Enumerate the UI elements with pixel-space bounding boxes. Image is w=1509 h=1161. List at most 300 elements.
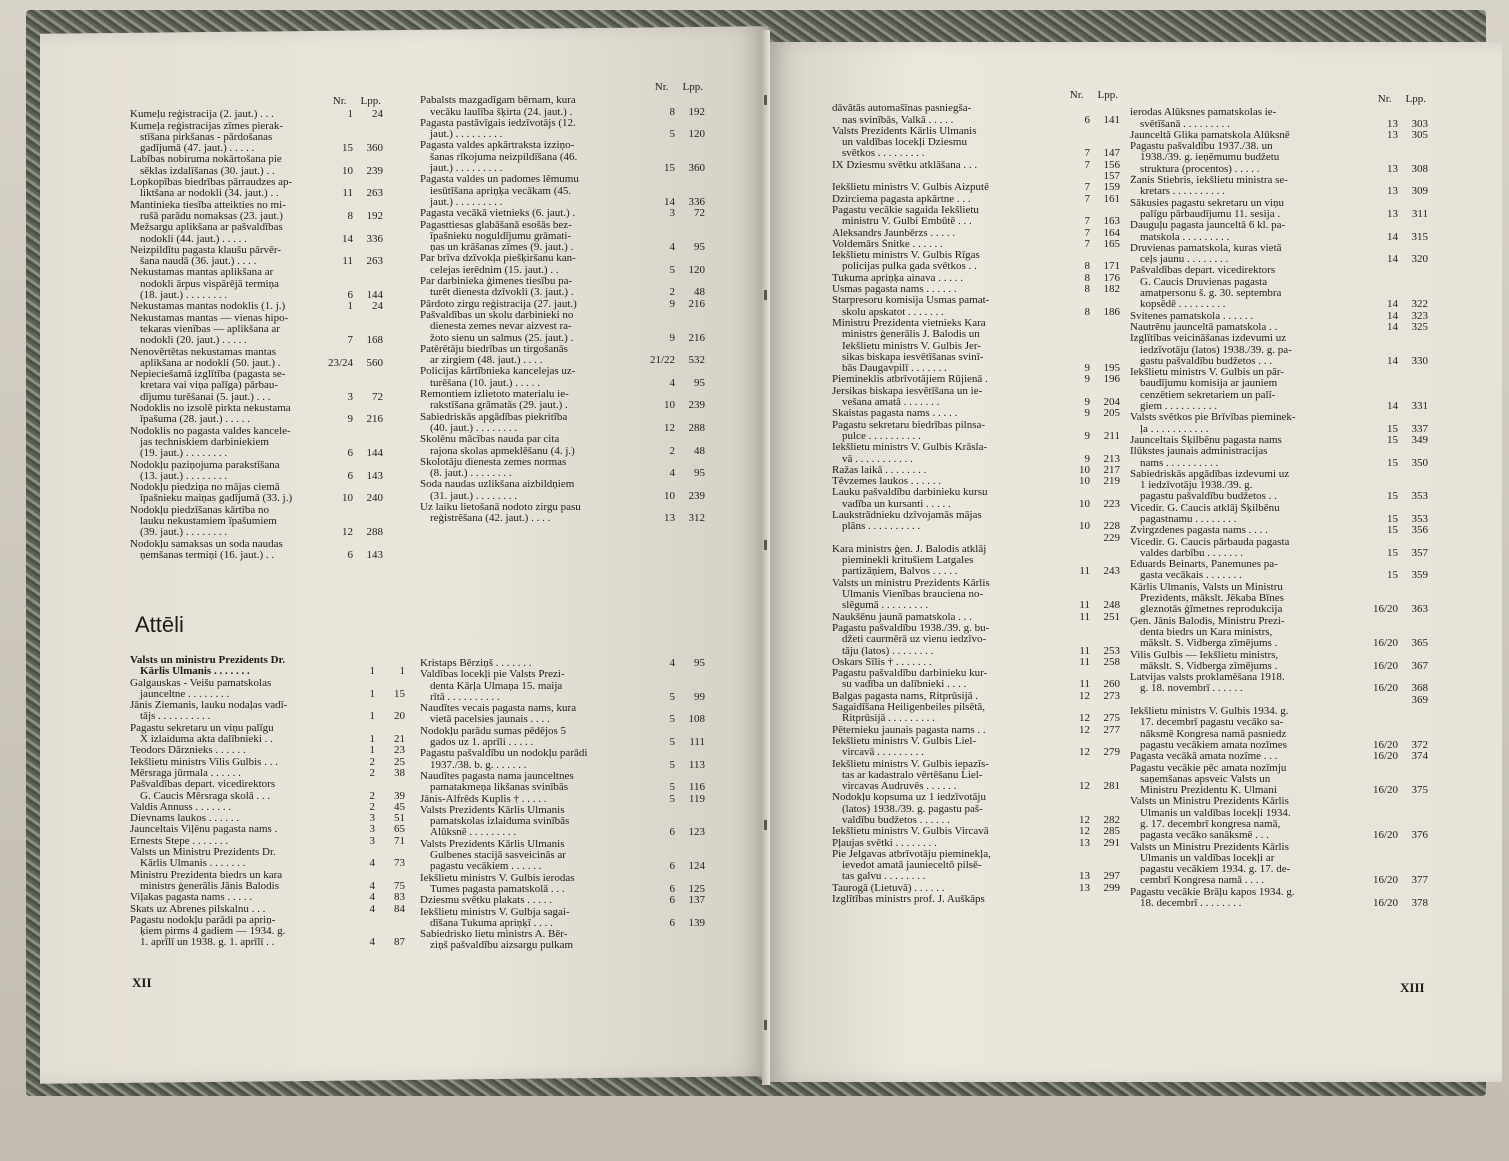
entry-page: 161 xyxy=(1103,192,1120,205)
entry-title: Skats uz Abrenes pilskalnu . . . xyxy=(130,903,266,915)
entry-number: 14 xyxy=(1387,309,1398,322)
entry-number: 5 xyxy=(669,713,675,726)
index-entry xyxy=(832,284,1120,295)
entry-number: 11 xyxy=(1079,678,1090,691)
index-entry xyxy=(130,482,383,505)
entry-page: 116 xyxy=(688,781,705,794)
index-entry xyxy=(832,792,1120,826)
entry-page: 119 xyxy=(688,792,705,805)
index-entry xyxy=(420,140,705,174)
index-entry xyxy=(1130,796,1428,841)
entry-title: Mērsraga jūrmala . . . . . . xyxy=(130,767,241,779)
entry-page: 369 xyxy=(1411,693,1428,706)
index-entry xyxy=(130,121,383,155)
entry-page: 263 xyxy=(366,255,383,268)
entry-title: Latvijas valsts proklamēšana 1918. g. 18. novembrī . . . . . . xyxy=(1130,672,1285,695)
index-entry xyxy=(1130,130,1428,141)
index-entry xyxy=(130,813,405,824)
index-entry xyxy=(832,759,1120,793)
entry-page: 123 xyxy=(688,826,705,839)
entry-number: 4 xyxy=(669,376,675,389)
index-entry xyxy=(832,171,1120,182)
entry-number: 10 xyxy=(1079,520,1090,533)
index-entry xyxy=(832,205,1120,228)
index-entry xyxy=(832,250,1120,273)
index-entry xyxy=(420,479,705,502)
entry-page: 320 xyxy=(1411,253,1428,266)
index-entry xyxy=(420,805,705,839)
entry-number: 4 xyxy=(669,657,675,669)
entry-number: 15 xyxy=(1387,569,1398,582)
entry-title: Jānis-Alfrēds Kuplis † . . . . . xyxy=(420,793,547,805)
entry-title: Uz laiku lietošanā nodoto zirgu pasu reģistrēšana (42. jaut.) . . . . xyxy=(420,501,581,525)
entry-title: Jaunceltais Viļēnu pagasta nams . xyxy=(130,824,278,836)
entry-title: Vicedir. G. Caucis atklāj Šķilbēnu pagastnamu . . . . . . . . xyxy=(1130,502,1280,525)
entry-number: 7 xyxy=(1084,215,1090,228)
entry-title: ierodas Alūksnes pamatskolas ie- svētīšanā . . . . . . . . . xyxy=(1130,107,1277,130)
entry-number: 6 xyxy=(347,289,353,302)
entry-page: 308 xyxy=(1411,162,1428,175)
entry-page: 239 xyxy=(688,399,705,412)
entry-page: 275 xyxy=(1103,712,1120,725)
entry-page: 15 xyxy=(394,687,405,700)
index-entry xyxy=(130,154,383,177)
entry-page: 367 xyxy=(1411,659,1428,672)
index-entry xyxy=(130,426,383,460)
entry-page: 350 xyxy=(1411,456,1428,469)
entry-title: Teodors Dārznieks . . . . . . xyxy=(130,745,246,757)
entry-title: Policijas kārtībnieka kancelejas uz- turēšana (10. jaut.) . . . . . xyxy=(420,366,576,389)
index-entry xyxy=(130,505,383,539)
entry-title: Jaunceltā Glika pamatskola Alūksnē xyxy=(1130,129,1290,141)
entry-number: 7 xyxy=(1084,192,1090,205)
index-entry xyxy=(1130,525,1428,536)
entry-number: 7 xyxy=(1084,181,1090,194)
entry-title: Pagastu pašvaldību 1938./39. g. bu- džeti caurmērā uz vienu iedzīvo- tāju (latos) . . . . . . . . xyxy=(832,622,990,657)
entry-number: 8 xyxy=(1084,271,1090,284)
binding-stitch xyxy=(764,95,767,105)
index-entry xyxy=(832,273,1120,284)
entry-page: 147 xyxy=(1103,147,1120,160)
entry-page: 20 xyxy=(394,710,405,723)
entry-page: 156 xyxy=(1103,158,1120,171)
entry-number: 13 xyxy=(1387,117,1398,130)
entry-title: Ernests Stepe . . . . . . . xyxy=(130,835,229,847)
entry-number: 15 xyxy=(1387,456,1398,469)
entry-page: 108 xyxy=(688,713,705,726)
index-entry xyxy=(130,313,383,347)
entry-title: Iekšlietu ministrs V. Gulbis ierodas Tumes pagasta pamatskolā . . . xyxy=(420,872,575,895)
index-entry xyxy=(832,826,1120,837)
entry-page: 312 xyxy=(688,512,705,525)
index-entry xyxy=(420,895,705,906)
entry-page: 24 xyxy=(372,108,383,121)
entry-title: Tukuma apriņķa ainava . . . . . xyxy=(832,272,963,284)
entry-number: 7 xyxy=(1084,147,1090,160)
entry-number: 9 xyxy=(1084,362,1090,375)
entry-number: 16/20 xyxy=(1372,750,1398,763)
index-entry xyxy=(1130,887,1428,910)
entry-title: Pie Jelgavas atbrīvotāju pieminekļa, ievedot amatā jaunieceltō pilsē- tas galvu . . . . . . . . xyxy=(832,848,991,883)
entry-title: Starpresoru komisija Usmas pamat- skolu apskatot . . . . . . . xyxy=(832,295,990,318)
index-entry xyxy=(832,838,1120,849)
entry-page: 322 xyxy=(1411,298,1428,311)
entry-page: 72 xyxy=(694,207,705,220)
entry-number: 11 xyxy=(1079,655,1090,668)
index-entry xyxy=(420,794,705,805)
index-column-left-1 xyxy=(130,96,383,561)
entry-page: 120 xyxy=(688,263,705,276)
entry-number: 14 xyxy=(1387,354,1398,367)
index-column-right-2 xyxy=(1130,94,1428,909)
entry-number: 10 xyxy=(342,492,353,505)
entry-page: 281 xyxy=(1103,780,1120,793)
entry-title: Jānis Ziemanis, lauku nodaļas vadī- tājs . . . . . . . . . . xyxy=(130,700,288,723)
entry-title: Skolēnu mācības nauda par cita rajona skolas apmeklēšanu (4. j.) xyxy=(420,434,575,457)
entry-page: 164 xyxy=(1103,226,1120,239)
entry-title: Nodokļu parādu sumas pēdējos 5 gados uz 1. aprīli . . . . . xyxy=(420,725,567,749)
index-entry xyxy=(1130,695,1428,706)
entry-title: Nekustamas mantas aplikšana ar nodokli ārpus vispārējā termiņa (18. jaut.) . . . . . . . . xyxy=(130,267,279,302)
entry-number: 6 xyxy=(347,447,353,460)
index-entry xyxy=(420,839,705,873)
entry-page: 23 xyxy=(394,744,405,757)
entry-page: 260 xyxy=(1103,678,1120,691)
index-column-left-3 xyxy=(130,655,405,949)
entry-page: 95 xyxy=(694,376,705,389)
entry-page: 356 xyxy=(1411,524,1428,537)
entry-number: 14 xyxy=(1387,253,1398,266)
index-entry xyxy=(832,160,1120,171)
entry-number: 10 xyxy=(664,399,675,412)
index-entry xyxy=(1130,412,1428,435)
entry-number: 9 xyxy=(669,297,675,310)
entry-title: Oskars Sīlis † . . . . . . . xyxy=(832,656,932,668)
entry-page: 51 xyxy=(394,812,405,825)
entry-title: Lopkopības biedrības pārraudzes ap- liktšana ar nodokli (34. jaut.) . . xyxy=(130,177,293,200)
index-entry xyxy=(832,612,1120,623)
index-entry xyxy=(130,539,383,562)
entry-page: 83 xyxy=(394,891,405,904)
index-entry xyxy=(1130,763,1428,797)
entry-page: 239 xyxy=(366,164,383,177)
entry-title: Aleksandrs Jaunbērzs . . . . . xyxy=(832,227,956,239)
entry-page: 125 xyxy=(688,882,705,895)
entry-title: Izglītības ministrs prof. J. Auškāps xyxy=(832,894,985,906)
column-header: Nr. Lpp. xyxy=(1377,93,1426,105)
entry-title: Sabiedriskās apgādības izdevumi uz 1 iedzīvotāju 1938./39. g. pagastu pašvaldību budžetos . . xyxy=(1130,468,1290,503)
index-entry xyxy=(1130,537,1428,560)
index-entry xyxy=(1130,333,1428,367)
entry-page: 330 xyxy=(1411,354,1428,367)
entry-number: 3 xyxy=(347,390,353,403)
entry-page: 113 xyxy=(688,758,705,771)
entry-title: Pagastu sekretaru biedrības pilnsa- pulce . . . . . . . . . . xyxy=(832,419,986,442)
entry-page: 73 xyxy=(394,857,405,870)
index-entry xyxy=(420,276,705,299)
entry-title: Balgas pagasta nams, Ritprūsijā . xyxy=(832,690,979,702)
entry-page: 192 xyxy=(688,105,705,118)
entry-number: 3 xyxy=(669,207,675,220)
entry-page: 111 xyxy=(689,736,705,749)
entry-number: 4 xyxy=(669,241,675,254)
index-entry xyxy=(130,802,405,813)
entry-number: 2 xyxy=(669,444,675,457)
entry-page: 282 xyxy=(1103,814,1120,826)
entry-number: 10 xyxy=(1079,463,1090,476)
entry-number: 1 xyxy=(347,300,353,313)
entry-title: Pārdoto zirgu reģistracija (27. jaut.) xyxy=(420,298,577,310)
entry-title: Pagastu nodokļu parādi pa apriņ- ķiem pirms 4 gadiem — 1934. g. 1. aprīlī un 1938. g. 1. aprīlī . . xyxy=(130,914,286,949)
index-entry xyxy=(130,403,383,426)
entry-number: 21/22 xyxy=(649,354,675,367)
entry-title: Nodokļu samaksas un soda naudas ņemšanas termiņi (16. jaut.) . . xyxy=(130,538,283,561)
entry-title: Ministru Prezidenta vietnieks Kara ministrs ģenerālis J. Balodis un Iekšlietu ministrs V. Gulbis Jer- sikas biskapa iesvētīšanas svinī- bās Daugavpilī . . . . . . . xyxy=(832,317,986,375)
index-entry xyxy=(832,126,1120,160)
entry-page: 213 xyxy=(1103,452,1120,465)
entry-title: Dzirciema pagasta apkārtne . . . xyxy=(832,193,971,205)
index-entry xyxy=(420,220,705,254)
entry-number: 6 xyxy=(669,916,675,929)
entry-page: 21 xyxy=(394,733,405,746)
entry-number: 16/20 xyxy=(1372,897,1398,910)
entry-page: 168 xyxy=(366,334,383,347)
entry-title: Viļakas pagasta nams . . . . . xyxy=(130,892,253,904)
entry-number: 9 xyxy=(669,331,675,344)
entry-page: 211 xyxy=(1103,429,1120,442)
index-entry xyxy=(130,200,383,223)
entry-number: 12 xyxy=(664,421,675,434)
binding-stitch xyxy=(764,290,767,300)
entry-page: 144 xyxy=(366,447,383,460)
entry-number: 2 xyxy=(669,286,675,299)
entry-title: Iekšlietu ministrs V. Gulbis Rīgas policijas pulka gada svētkos . . xyxy=(832,250,980,273)
index-entry xyxy=(130,779,405,802)
entry-page: 186 xyxy=(1103,305,1120,318)
index-entry xyxy=(832,182,1120,193)
entry-number: 4 xyxy=(669,467,675,480)
index-entry xyxy=(832,578,1120,612)
index-column-right-1 xyxy=(832,90,1120,905)
entry-number: 12 xyxy=(1079,814,1090,826)
entry-number: 5 xyxy=(669,758,675,771)
entry-page: 285 xyxy=(1103,825,1120,838)
entry-number: 23/24 xyxy=(327,356,353,369)
entry-number: 7 xyxy=(1084,158,1090,171)
entry-page: 229 xyxy=(1103,531,1120,544)
index-entry xyxy=(420,907,705,930)
index-entry xyxy=(1130,842,1428,887)
entry-number: 10 xyxy=(664,489,675,502)
entry-page: 196 xyxy=(1103,373,1120,386)
index-entry xyxy=(832,533,1120,544)
entry-title: Eduards Beinarts, Panemunes pa- gasta vecākais . . . . . . . xyxy=(1130,559,1278,582)
index-entry xyxy=(420,929,705,952)
entry-number: 6 xyxy=(1084,113,1090,126)
entry-page: 25 xyxy=(394,755,405,768)
entry-page: 205 xyxy=(1103,407,1120,420)
index-entry xyxy=(1130,220,1428,243)
entry-title: Valsts un ministru Prezidents Kārlis Ulmanis Vienības brauciena no- slēgumā . . . . . . . . . xyxy=(832,577,990,612)
entry-page: 378 xyxy=(1411,897,1428,910)
entry-page: 297 xyxy=(1103,870,1120,883)
entry-title: dāvātās automašīnas pasniegša- nas svinībās, Valkā . . . . . xyxy=(832,103,972,126)
entry-page: 163 xyxy=(1103,215,1120,228)
index-entry xyxy=(832,374,1120,385)
entry-page: 303 xyxy=(1411,117,1428,130)
entry-number: 8 xyxy=(669,105,675,118)
entry-title: Nodokļu piedziņa no mājas ciemā īpašnieku maiņas gadījumā (33. j.) xyxy=(130,482,293,505)
entry-number: 5 xyxy=(669,792,675,805)
entry-page: 1 xyxy=(399,665,405,678)
index-entry xyxy=(1130,503,1428,526)
entry-number: 11 xyxy=(1079,644,1090,657)
entry-page: 165 xyxy=(1103,237,1120,250)
entry-page: 228 xyxy=(1103,520,1120,533)
index-entry xyxy=(832,194,1120,205)
entry-title: Svitenes pamatskola . . . . . . xyxy=(1130,310,1254,322)
entry-page: 143 xyxy=(366,548,383,561)
index-entry xyxy=(420,726,705,749)
entry-page: 39 xyxy=(394,789,405,802)
entry-title: Žanis Stiebris, iekšlietu ministra se- kretars . . . . . . . . . . xyxy=(1130,175,1288,198)
entry-page: 263 xyxy=(366,187,383,200)
entry-title: Valsts un ministru Prezidents Dr. Kārlis Ulmanis . . . . . . . xyxy=(130,655,286,678)
entry-page: 223 xyxy=(1103,497,1120,510)
entry-page: 365 xyxy=(1411,637,1428,650)
entry-number: 8 xyxy=(1084,305,1090,318)
entry-number: 13 xyxy=(664,512,675,525)
entry-number: 1 xyxy=(347,108,353,121)
entry-title: Kumeļu reģistracija (2. jaut.) . . . xyxy=(130,109,274,121)
entry-page: 176 xyxy=(1103,271,1120,284)
page-number-right: XIII xyxy=(1400,980,1425,995)
index-entry xyxy=(130,655,405,678)
entry-title: Iekšlietu ministrs V. Gulbis Liel- vircavā . . . . . . . . . xyxy=(832,735,977,759)
index-entry xyxy=(1130,469,1428,503)
index-entry xyxy=(832,736,1120,759)
index-entry xyxy=(420,703,705,726)
entry-title: Pagastu vecākie sagaida Iekšlietu ministru V. Gulbi Embūtē . . . xyxy=(832,204,979,228)
index-entry xyxy=(832,103,1120,126)
entry-page: 359 xyxy=(1411,569,1428,582)
entry-title: Skaistas pagasta nams . . . . . xyxy=(832,408,958,420)
entry-page: 279 xyxy=(1103,746,1120,759)
index-entry xyxy=(130,768,405,779)
entry-page: 357 xyxy=(1411,546,1428,559)
entry-page: 217 xyxy=(1103,463,1120,476)
entry-title: Valsts Prezidents Kārlis Ulmanis un valdības locekļi Dziesmu svētkos . . . . . . . . . xyxy=(832,125,977,160)
index-entry xyxy=(130,904,405,915)
entry-title: Pagasta vecākā vietnieks (6. jaut.) . xyxy=(420,208,576,220)
entry-number: 1 xyxy=(369,665,375,678)
entry-page: 560 xyxy=(366,356,383,369)
index-entry xyxy=(420,253,705,276)
index-entry xyxy=(130,824,405,835)
entry-page: 363 xyxy=(1411,603,1428,616)
entry-page: 87 xyxy=(394,936,405,949)
index-entry xyxy=(130,757,405,768)
entry-number: 1 xyxy=(369,733,375,746)
entry-number: 15 xyxy=(1387,433,1398,446)
entry-number: 4 xyxy=(369,891,375,904)
index-column-left-4 xyxy=(420,658,705,952)
entry-title: Nekustamas mantas — vienas hipo- tekaras vienības — aplikšana ar nodokli (20. jaut.) . . . . . xyxy=(130,312,289,347)
index-entry xyxy=(1130,446,1428,469)
index-entry xyxy=(832,657,1120,668)
index-entry xyxy=(130,267,383,301)
entry-page: 315 xyxy=(1411,230,1428,243)
entry-page: 239 xyxy=(688,489,705,502)
index-entry xyxy=(1130,243,1428,266)
entry-page: 273 xyxy=(1103,689,1120,702)
entry-title: Pagastu vecākie pēc amata nozīmju saņemšanas apsveic Valsts un Ministru Prezidentu K. Ulmani xyxy=(1130,762,1287,797)
entry-page: 182 xyxy=(1103,283,1120,296)
entry-title: Galgauskas - Veišu pamatskolas jaunceltne . . . . . . . . xyxy=(130,677,272,700)
index-entry xyxy=(420,412,705,435)
entry-page: 375 xyxy=(1411,784,1428,797)
entry-title: Nepieciešamā izglītība (pagasta se- kretara vai viņa palīga) pārbau- dījumu turēšanai (5. jaut.) . . . xyxy=(130,369,286,403)
index-entry xyxy=(1130,650,1428,673)
entry-title: Pagasta pastāvīgais iedzīvotājs (12. jaut.) . . . . . . . . . xyxy=(420,117,576,141)
entry-number: 16/20 xyxy=(1372,603,1398,616)
entry-page: 323 xyxy=(1411,309,1428,322)
index-entry xyxy=(832,623,1120,657)
entry-title: Nenovērtētas nekustamas mantas aplikšana ar nodokli (50. jaut.) . xyxy=(130,346,281,369)
entry-title: Kristaps Bērziņš . . . . . . . xyxy=(420,658,532,669)
entry-page: 376 xyxy=(1411,829,1428,842)
index-entry xyxy=(420,658,705,669)
entry-page: 71 xyxy=(394,834,405,847)
entry-number: 11 xyxy=(342,187,353,200)
entry-title: Nautrēnu jaunceltā pamatskola . . xyxy=(1130,321,1278,333)
entry-number: 3 xyxy=(369,823,375,836)
index-entry xyxy=(832,691,1120,702)
entry-number: 15 xyxy=(664,162,675,175)
index-entry xyxy=(130,836,405,847)
entry-number: 9 xyxy=(1084,452,1090,465)
entry-page: 336 xyxy=(366,232,383,245)
entry-number: 3 xyxy=(369,834,375,847)
index-entry xyxy=(1130,367,1428,412)
entry-title: Naukšēnu jaunā pamatskola . . . xyxy=(832,611,972,623)
entry-number: 5 xyxy=(669,736,675,749)
entry-page: 216 xyxy=(688,297,705,310)
entry-number: 1 xyxy=(369,687,375,700)
index-entry xyxy=(420,748,705,771)
index-entry xyxy=(130,245,383,268)
entry-title: Remontiem izlietoto materialu ie- rakstīšana grāmatās (29. jaut.) . xyxy=(420,389,569,412)
entry-page: 353 xyxy=(1411,490,1428,503)
entry-title: Soda naudas uzlikšana aizbildņiem (31. jaut.) . . . . . . . . xyxy=(420,479,575,502)
entry-title: Labības nobiruma nokārtošana pie sēklas izdalīšanas (30. jaut.) . . xyxy=(130,154,282,177)
entry-page: 216 xyxy=(688,331,705,344)
entry-number: 9 xyxy=(1084,407,1090,420)
entry-page: 291 xyxy=(1103,836,1120,849)
entry-number: 5 xyxy=(669,263,675,276)
entry-title: Par brīva dzīvokļa piešķiršanu kan- celejas ierēdnim (15. jaut.) . . xyxy=(420,253,576,276)
index-entry xyxy=(1130,435,1428,446)
entry-page: 216 xyxy=(366,413,383,426)
index-entry xyxy=(420,299,705,310)
entry-title: Vicedir. G. Caucis pārbauda pagasta valdes darbību . . . . . . . xyxy=(1130,536,1290,559)
index-entry xyxy=(832,487,1120,510)
entry-number: 15 xyxy=(1387,524,1398,537)
entry-title: Piemineklis atbrīvotājiem Rūjienā . xyxy=(832,374,988,386)
entry-number: 10 xyxy=(342,164,353,177)
entry-page: 204 xyxy=(1103,396,1120,409)
entry-page: 84 xyxy=(394,902,405,915)
